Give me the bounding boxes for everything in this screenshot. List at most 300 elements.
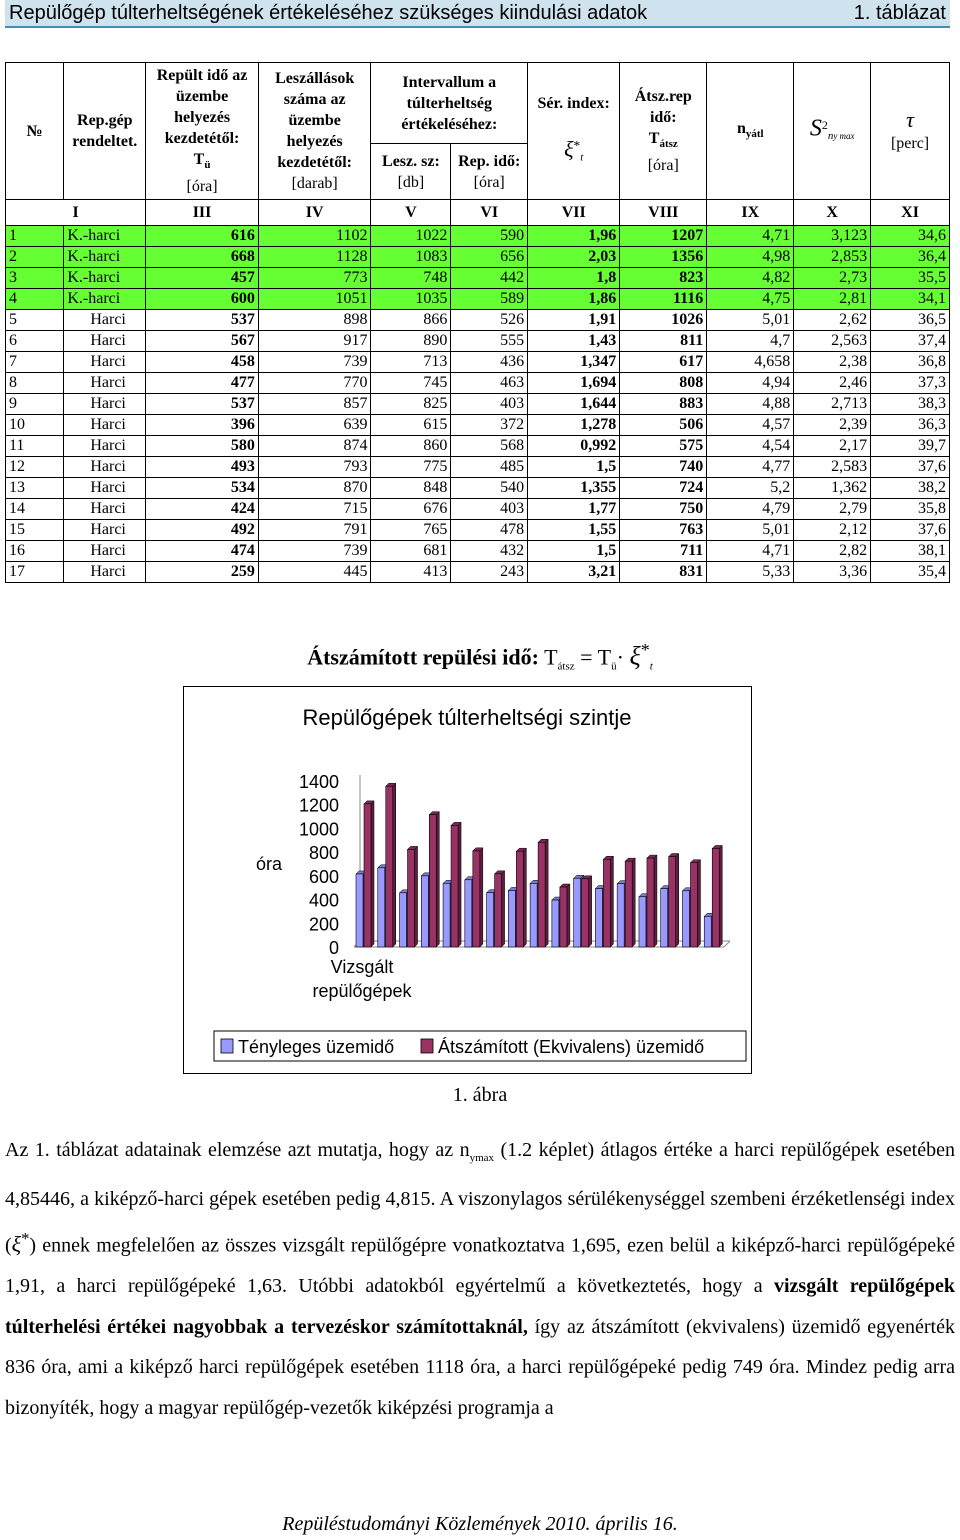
bar-side — [719, 845, 722, 947]
bar — [508, 890, 515, 947]
roman-header: VI — [451, 200, 528, 226]
bar — [451, 825, 458, 947]
body-paragraph — [5, 1130, 955, 1428]
table-cell: 37,3 — [871, 373, 950, 394]
table-cell: 870 — [258, 478, 371, 499]
col-header-rep-ido — [451, 144, 528, 200]
table-cell: 2,81 — [794, 289, 871, 310]
table-cell: 526 — [451, 310, 528, 331]
table-cell: 372 — [451, 415, 528, 436]
table-cell: 917 — [258, 331, 371, 352]
formula-xi-sup: * — [640, 640, 650, 660]
table-cell: 35,5 — [871, 268, 950, 289]
atsz-sub: átsz — [659, 138, 678, 151]
table-cell: 1128 — [258, 247, 371, 268]
col-header-s — [794, 63, 871, 200]
table-cell: 9 — [6, 394, 64, 415]
table-body — [6, 226, 950, 583]
bar-side — [415, 846, 418, 947]
table-cell: 615 — [371, 415, 451, 436]
table-cell: 1,5 — [528, 541, 620, 562]
roman-header: X — [794, 200, 871, 226]
roman-header: VII — [528, 200, 620, 226]
bar-side — [567, 884, 570, 947]
table-cell: 478 — [451, 520, 528, 541]
legend-label: Átszámított (Ekvivalens) üzemidő — [438, 1037, 705, 1057]
table-cell: 825 — [371, 394, 451, 415]
bar — [538, 842, 545, 947]
table-cell: 38,1 — [871, 541, 950, 562]
bar-side — [502, 871, 505, 947]
table-cell: 2,46 — [794, 373, 871, 394]
table-cell: 1,644 — [528, 394, 620, 415]
chart-svg — [184, 687, 751, 1073]
col-header-atsz — [620, 63, 707, 200]
table-cell: 1102 — [258, 226, 371, 247]
table-row — [6, 562, 950, 583]
y-tick-label: 400 — [308, 890, 339, 911]
table-cell: 831 — [620, 562, 707, 583]
bar — [364, 804, 371, 947]
table-cell: 396 — [146, 415, 259, 436]
table-cell: 1356 — [620, 247, 707, 268]
legend-swatch — [221, 1039, 233, 1053]
table-cell: 492 — [146, 520, 259, 541]
bar — [386, 786, 393, 947]
table-cell: Harci — [64, 541, 146, 562]
table-cell: 5,01 — [707, 520, 794, 541]
roman-header: IX — [707, 200, 794, 226]
bar — [356, 874, 363, 947]
bar — [712, 848, 719, 947]
table-cell: K.-harci — [64, 289, 146, 310]
table-cell: Harci — [64, 310, 146, 331]
table-cell: 15 — [6, 520, 64, 541]
table-cell: 750 — [620, 499, 707, 520]
table-cell: K.-harci — [64, 268, 146, 289]
table-cell: 7 — [6, 352, 64, 373]
bar-side — [523, 848, 526, 947]
table-cell: 243 — [451, 562, 528, 583]
x-axis-label: Vizsgált repülőgépek — [312, 957, 412, 1001]
table-cell: 2,12 — [794, 520, 871, 541]
col-header-landings — [258, 63, 371, 200]
table-cell: 589 — [451, 289, 528, 310]
table-cell: 1 — [6, 226, 64, 247]
table-row — [6, 331, 950, 352]
table-cell: 590 — [451, 226, 528, 247]
bar-side — [393, 783, 396, 947]
table-cell: 506 — [620, 415, 707, 436]
table-cell: 763 — [620, 520, 707, 541]
table-cell: 808 — [620, 373, 707, 394]
table-cell: 823 — [620, 268, 707, 289]
table-cell: 17 — [6, 562, 64, 583]
table-cell: Harci — [64, 352, 146, 373]
table-cell: 12 — [6, 457, 64, 478]
bar — [625, 861, 632, 947]
table-cell: 4,71 — [707, 541, 794, 562]
table-cell: 890 — [371, 331, 451, 352]
table-cell: 534 — [146, 478, 259, 499]
lesz-unit: [db] — [397, 173, 425, 191]
bar — [443, 883, 450, 947]
table-cell: 485 — [451, 457, 528, 478]
p1-b: (1.2 képlet) átlagos értéke a harci repülőgépek esetében 4,85446, a kiképző-harci gépek esetében pedig 4,815. A viszonylagos sérülékenységgel szembeni érzéketlenségi index ( — [5, 1139, 955, 1257]
xi-symbol: ξ — [564, 136, 574, 162]
bar — [421, 876, 428, 947]
table-cell: 493 — [146, 457, 259, 478]
tau-unit: [perc] — [890, 134, 930, 152]
table-cell: 1,8 — [528, 268, 620, 289]
table-cell: 1116 — [620, 289, 707, 310]
table-row — [6, 478, 950, 499]
table-cell: 38,2 — [871, 478, 950, 499]
p1-xi-sup: * — [21, 1229, 30, 1248]
table-cell: 37,6 — [871, 520, 950, 541]
formula-rhs-sub: ü — [611, 660, 617, 673]
body-text — [5, 1130, 955, 1428]
formula-eq: = T — [580, 644, 612, 670]
table-cell: 848 — [371, 478, 451, 499]
table-cell: 259 — [146, 562, 259, 583]
p1-d: így az átszámított (ekvivalens) üzemidő egyenérték 836 óra, ami a kiképző harci repülőgépek esetében 1118 óra, a harci repülőgépeké pedig 749 óra. Mindez pedig arra bizonyíték, hogy a magyar repülőgép-vezetők kiképzési programja a — [5, 1315, 955, 1419]
table-cell: 540 — [451, 478, 528, 499]
table-row — [6, 247, 950, 268]
table-cell: 860 — [371, 436, 451, 457]
table-cell: 739 — [258, 541, 371, 562]
table-cell: 1207 — [620, 226, 707, 247]
bar — [408, 849, 415, 947]
bar — [487, 893, 494, 947]
table-cell: Harci — [64, 562, 146, 583]
table-cell: 1022 — [371, 226, 451, 247]
legend-swatch — [421, 1039, 433, 1053]
table-cell: 1,694 — [528, 373, 620, 394]
table-cell: 457 — [146, 268, 259, 289]
table-cell: 5,33 — [707, 562, 794, 583]
bar-side — [371, 801, 374, 947]
table-cell: 537 — [146, 310, 259, 331]
table-cell: 739 — [258, 352, 371, 373]
landings-unit: [darab] — [291, 175, 338, 193]
nyatl-symbol: n — [736, 119, 746, 137]
formula-label: Átszámított repülési idő: — [307, 644, 539, 670]
flown-symbol: T — [193, 151, 205, 168]
bar — [617, 884, 624, 947]
table-cell: 4,71 — [707, 226, 794, 247]
table-cell: 8 — [6, 373, 64, 394]
table-row — [6, 310, 950, 331]
table-cell: 1035 — [371, 289, 451, 310]
lesz-label: Lesz. sz: — [382, 152, 440, 170]
table-cell: 1083 — [371, 247, 451, 268]
bar — [647, 858, 654, 947]
table-cell: 34,1 — [871, 289, 950, 310]
table-cell: 432 — [451, 541, 528, 562]
table-cell: 1051 — [258, 289, 371, 310]
bar — [516, 851, 523, 947]
bar — [378, 868, 385, 947]
table-cell: 715 — [258, 499, 371, 520]
y-tick-label: 0 — [328, 938, 339, 958]
roman-header: XI — [871, 200, 950, 226]
table-cell: 898 — [258, 310, 371, 331]
col-header-flown — [146, 63, 259, 200]
table-cell: 1,355 — [528, 478, 620, 499]
p1-c: ) ennek megfelelően az összes vizsgált repülőgépre vonatkoztatva 1,695, ezen belül a kiképző-harci repülőgépeké 1,91, a harci repülőgépeké 1,63. Utóbbi adatokból egyértelmű a következtetés, hogy a — [5, 1234, 955, 1298]
table-cell: 4 — [6, 289, 64, 310]
table-cell: Harci — [64, 478, 146, 499]
table-cell: 656 — [451, 247, 528, 268]
table-cell: 413 — [371, 562, 451, 583]
y-tick-label: 1400 — [298, 772, 339, 792]
rep-ido-unit: [óra] — [473, 173, 505, 191]
formula — [0, 640, 960, 673]
table-cell: 555 — [451, 331, 528, 352]
bar — [661, 889, 668, 947]
atsz-symbol: T — [648, 130, 660, 147]
table-cell: 3 — [6, 268, 64, 289]
nyatl-sub: yátl — [745, 127, 764, 140]
s-sub-y: y max — [833, 131, 855, 142]
table-cell: Harci — [64, 457, 146, 478]
table-cell: 1,96 — [528, 226, 620, 247]
table-cell: 4,94 — [707, 373, 794, 394]
bar — [530, 883, 537, 947]
bar — [595, 889, 602, 947]
table-row — [6, 289, 950, 310]
table-cell: 537 — [146, 394, 259, 415]
chart — [183, 686, 752, 1074]
table-cell: 1,362 — [794, 478, 871, 499]
ser-label: Sér. index: — [537, 95, 610, 113]
bar — [704, 916, 711, 947]
roman-header: I — [6, 200, 146, 226]
table-cell: 791 — [258, 520, 371, 541]
table-cell: 2 — [6, 247, 64, 268]
table-cell: 463 — [451, 373, 528, 394]
bar — [560, 887, 567, 947]
table-cell: 616 — [146, 226, 259, 247]
roman-numeral-row — [6, 200, 950, 226]
bar — [495, 874, 502, 947]
legend-label: Tényleges üzemidő — [238, 1037, 395, 1057]
figure-caption: 1. ábra — [452, 1084, 508, 1106]
table-cell: 1,91 — [528, 310, 620, 331]
table-cell: 442 — [451, 268, 528, 289]
page-footer: Repüléstudományi Közlemények 2010. április 16. — [282, 1513, 678, 1535]
table-row — [6, 415, 950, 436]
table-cell: 4,75 — [707, 289, 794, 310]
table-cell: Harci — [64, 373, 146, 394]
xi-sub: t — [580, 151, 584, 164]
bar — [690, 863, 697, 947]
table-cell: 4,79 — [707, 499, 794, 520]
table-cell: K.-harci — [64, 247, 146, 268]
table-row — [6, 541, 950, 562]
formula-lhs: T — [544, 644, 558, 670]
table-cell: 857 — [258, 394, 371, 415]
table-cell: 1026 — [620, 310, 707, 331]
landings-label: Leszállások száma az üzembe helyezés kezdetétől: — [275, 70, 355, 172]
table-cell: 2,03 — [528, 247, 620, 268]
bar-side — [458, 822, 461, 947]
table-cell: 568 — [451, 436, 528, 457]
bar — [552, 900, 559, 947]
atsz-label: Átsz.rep idő: — [634, 88, 692, 126]
table-cell: 4,98 — [707, 247, 794, 268]
s-sub — [828, 130, 855, 142]
table-cell: 2,853 — [794, 247, 871, 268]
table-cell: 4,7 — [707, 331, 794, 352]
table-cell: 5,01 — [707, 310, 794, 331]
table-cell: Harci — [64, 394, 146, 415]
table-cell: 436 — [451, 352, 528, 373]
p1-bold: vizsgált repülőgépek túlterhelési értékei nagyobbak a tervezéskor számítottaknál, — [5, 1275, 955, 1338]
table-cell: 37,4 — [871, 331, 950, 352]
table-cell: 36,3 — [871, 415, 950, 436]
table-row — [6, 520, 950, 541]
table-row — [6, 436, 950, 457]
table-cell: 793 — [258, 457, 371, 478]
table-cell: 445 — [258, 562, 371, 583]
table-row — [6, 226, 950, 247]
roman-header: III — [146, 200, 259, 226]
table-cell: 4,88 — [707, 394, 794, 415]
table-cell: 2,563 — [794, 331, 871, 352]
table-row — [6, 394, 950, 415]
table-cell: 2,39 — [794, 415, 871, 436]
xi-sup: * — [573, 138, 581, 154]
table-cell: 13 — [6, 478, 64, 499]
table-cell: 0,992 — [528, 436, 620, 457]
table-cell: Harci — [64, 331, 146, 352]
bar-side — [610, 856, 613, 947]
table-cell: 38,3 — [871, 394, 950, 415]
table-cell: 2,73 — [794, 268, 871, 289]
rep-ido-label: Rep. idő: — [458, 152, 521, 170]
bar — [639, 897, 646, 947]
table-cell: 4,54 — [707, 436, 794, 457]
table-cell: 748 — [371, 268, 451, 289]
col-header-nyatl — [707, 63, 794, 200]
table-cell: 403 — [451, 394, 528, 415]
table-cell: 811 — [620, 331, 707, 352]
table-cell: 4,77 — [707, 457, 794, 478]
atsz-unit: [óra] — [647, 157, 679, 175]
s-sup: 2 — [821, 117, 828, 132]
table-cell: 745 — [371, 373, 451, 394]
table-row — [6, 373, 950, 394]
flown-symbol-sub: ü — [204, 159, 211, 172]
table-cell: K.-harci — [64, 226, 146, 247]
col-header-rep: Rep.gép rendeltet. — [64, 63, 146, 200]
table-cell: 6 — [6, 331, 64, 352]
y-tick-label: 1000 — [298, 819, 339, 840]
y-tick-label: 600 — [308, 866, 339, 887]
table-cell: 2,713 — [794, 394, 871, 415]
table-row — [6, 352, 950, 373]
table-row — [6, 268, 950, 289]
s-sub-n: n — [827, 130, 834, 143]
formula-dot: · — [616, 644, 624, 670]
bar-side — [589, 876, 592, 947]
table-cell: Harci — [64, 499, 146, 520]
table-cell: 765 — [371, 520, 451, 541]
table-cell: 477 — [146, 373, 259, 394]
col-header-interval: Intervallum a túlterheltség értékeléséhez: — [371, 63, 528, 144]
table-cell: 36,5 — [871, 310, 950, 331]
col-header-tau — [871, 63, 950, 200]
s-symbol: S — [809, 115, 822, 142]
table-cell: 883 — [620, 394, 707, 415]
table-cell: 458 — [146, 352, 259, 373]
table-cell: 474 — [146, 541, 259, 562]
table-cell: 773 — [258, 268, 371, 289]
formula-lhs-sub: átsz — [557, 660, 575, 673]
table-cell: 711 — [620, 541, 707, 562]
table-cell: 1,55 — [528, 520, 620, 541]
table-cell: 36,4 — [871, 247, 950, 268]
table-cell: 770 — [258, 373, 371, 394]
table-cell: 5 — [6, 310, 64, 331]
table-number: 1. táblázat — [853, 1, 946, 24]
header-title: Repülőgép túlterheltségének értékeléséhez szükséges kiindulási adatok — [9, 1, 648, 24]
formula-xi-sub: t — [649, 660, 653, 673]
col-header-lesz — [371, 144, 451, 200]
table-cell: 1,5 — [528, 457, 620, 478]
table-cell: 866 — [371, 310, 451, 331]
bar — [603, 859, 610, 947]
table-cell: 403 — [451, 499, 528, 520]
table-cell: 580 — [146, 436, 259, 457]
bar-side — [436, 812, 439, 947]
p1-xi: ξ — [11, 1231, 22, 1257]
table-cell: 2,17 — [794, 436, 871, 457]
table-cell: 668 — [146, 247, 259, 268]
bar — [400, 893, 407, 947]
table-cell: 1,347 — [528, 352, 620, 373]
table-cell: 4,82 — [707, 268, 794, 289]
table-cell: 2,583 — [794, 457, 871, 478]
table-cell: 14 — [6, 499, 64, 520]
col-header-ser — [528, 63, 620, 200]
table-cell: Harci — [64, 436, 146, 457]
bar — [429, 815, 436, 947]
flown-unit: [óra] — [186, 178, 218, 196]
table-cell: Harci — [64, 520, 146, 541]
p1-sub: ymax — [469, 1152, 495, 1164]
roman-header: IV — [258, 200, 371, 226]
table-cell: 713 — [371, 352, 451, 373]
y-tick-label: 1200 — [298, 795, 339, 816]
bar-side — [676, 854, 679, 947]
table-cell: 639 — [258, 415, 371, 436]
table-cell: 5,2 — [707, 478, 794, 499]
table-cell: 39,7 — [871, 436, 950, 457]
table-cell: 1,77 — [528, 499, 620, 520]
table-cell: 1,278 — [528, 415, 620, 436]
y-tick-label: 200 — [308, 914, 339, 935]
bar — [465, 880, 472, 947]
table-cell: 1,43 — [528, 331, 620, 352]
table-cell: 2,79 — [794, 499, 871, 520]
table-cell: 4,658 — [707, 352, 794, 373]
bar-side — [480, 848, 483, 947]
table-cell: 1,86 — [528, 289, 620, 310]
table-row — [6, 499, 950, 520]
